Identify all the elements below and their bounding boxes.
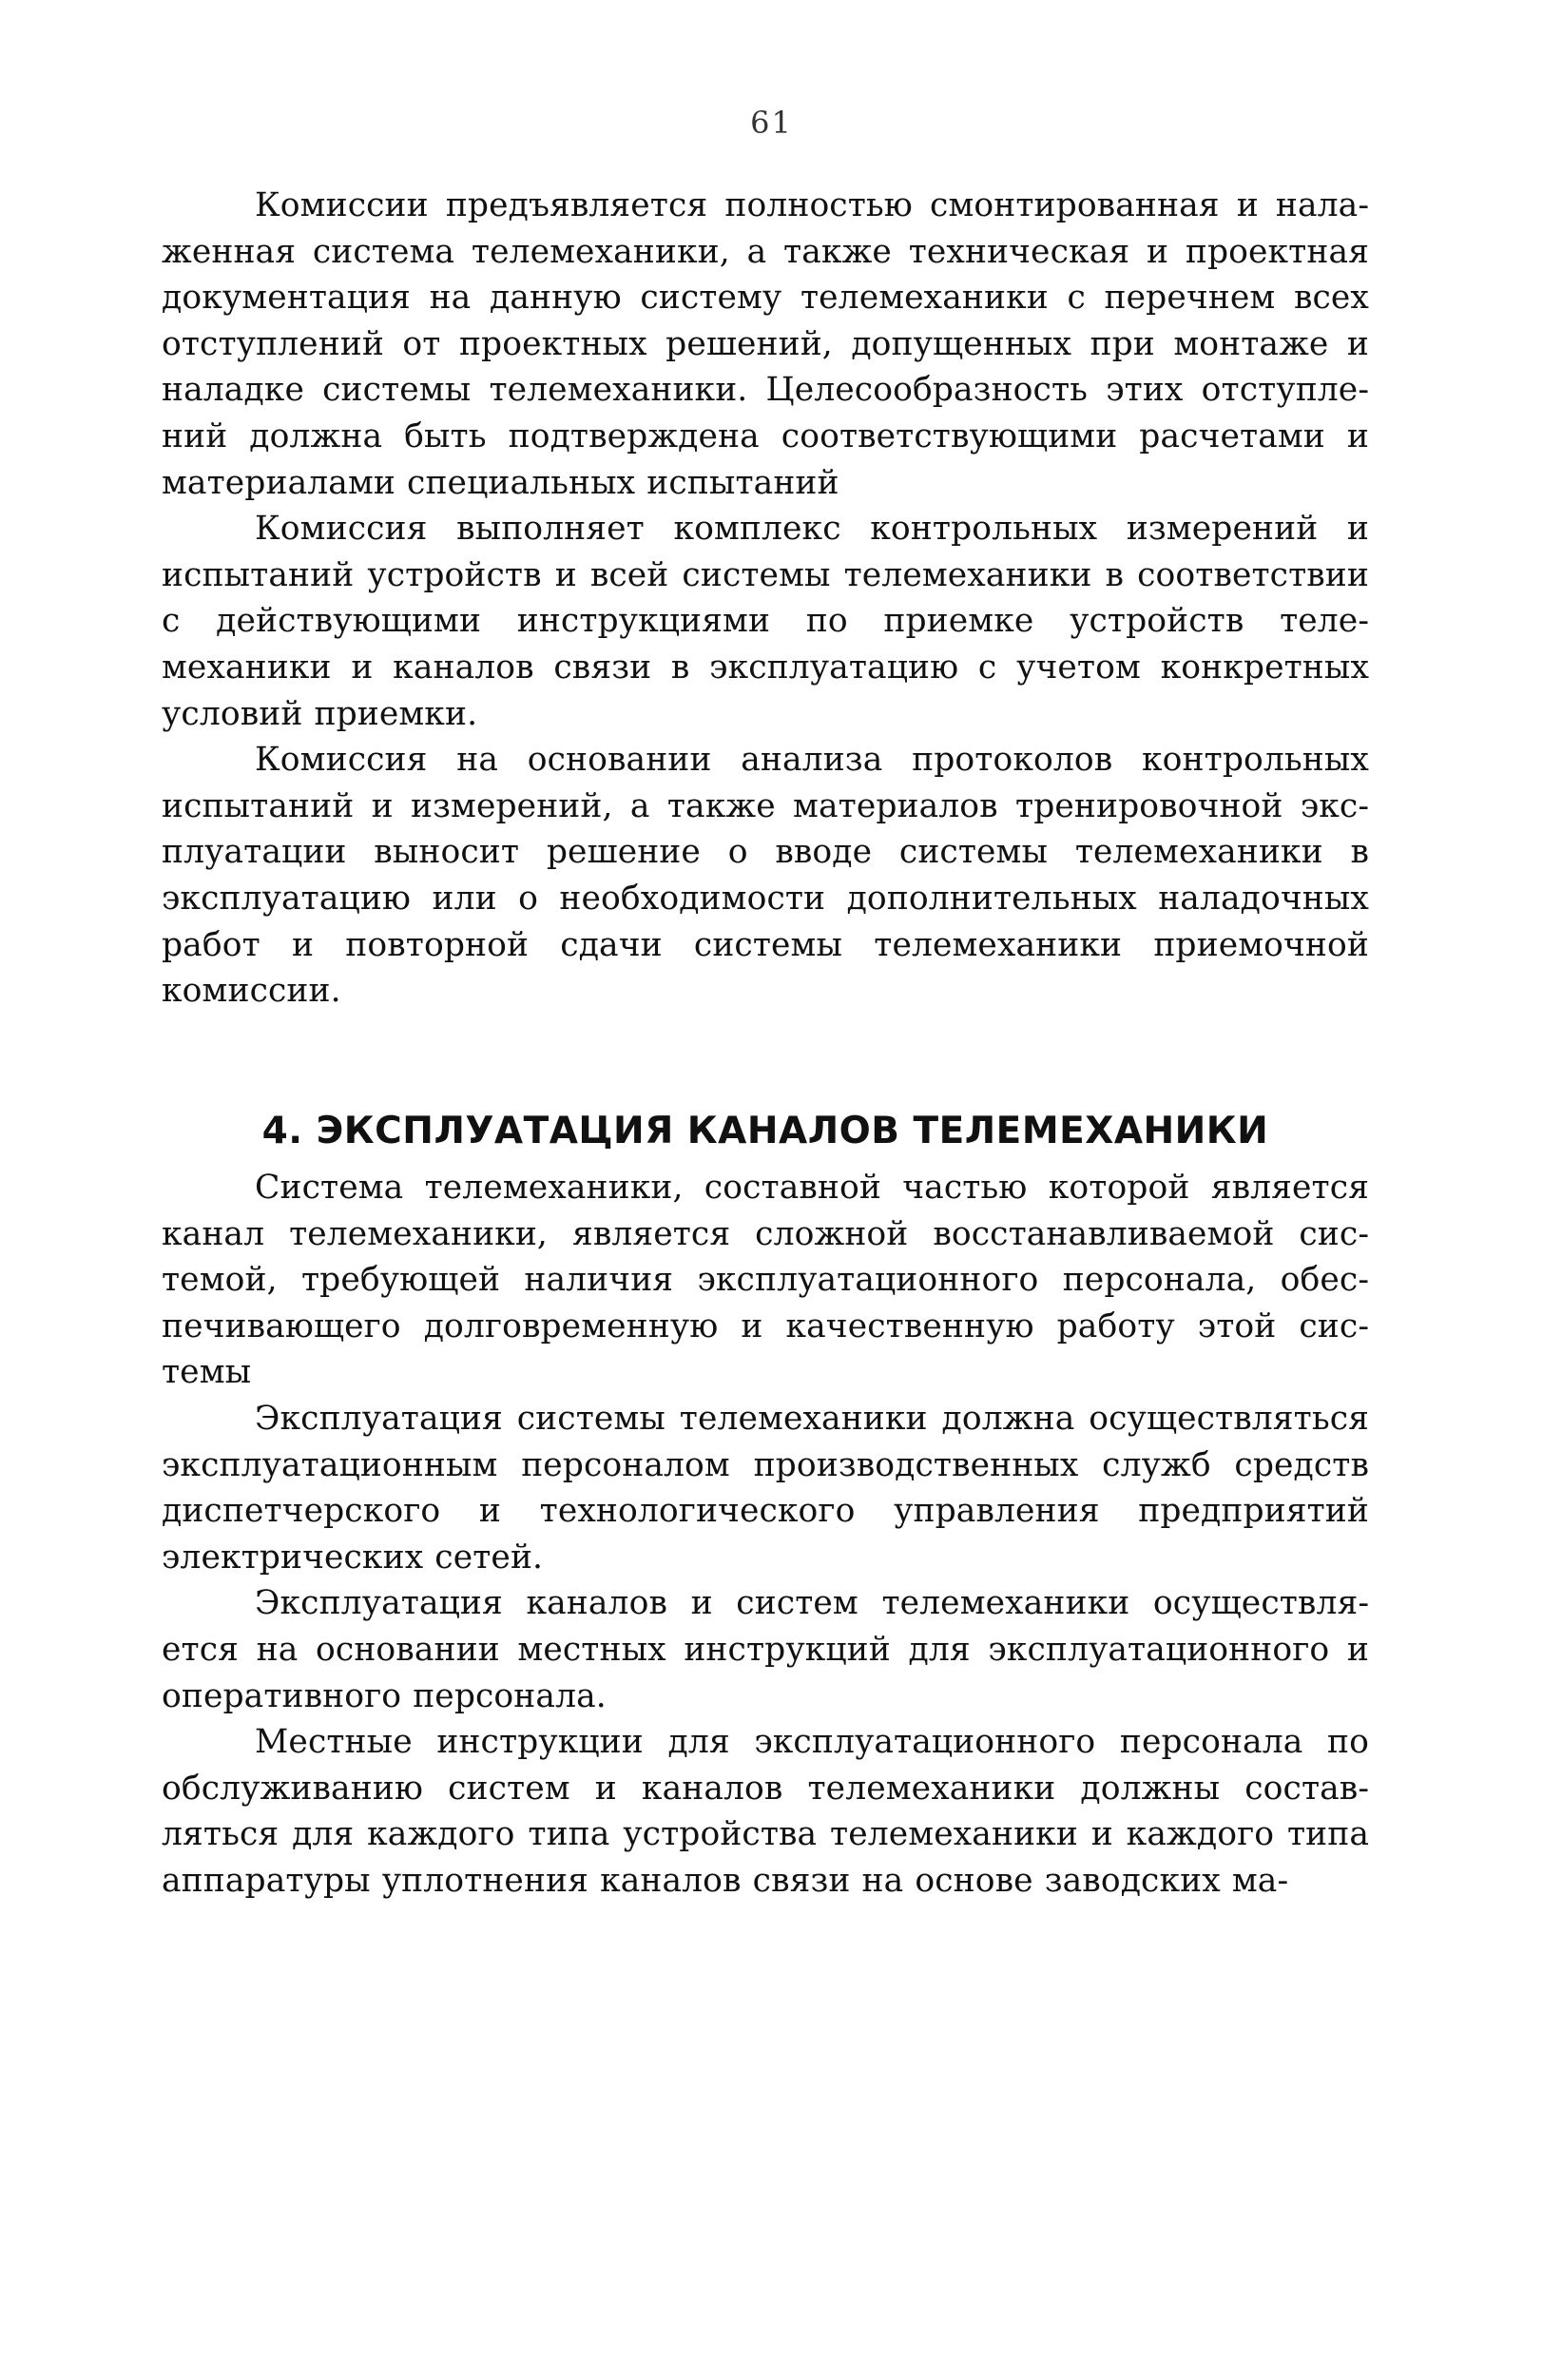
page-number: 61: [750, 105, 793, 141]
paragraph-commission-presentation: Комиссии предъявляется полностью смонтированная и налаженная система телемеханики, а также техническая и проектная документация на данную систему телемеханики с перечнем всех отступлений от проектных решений, допущенных при монтаже и наладке системы телемеханики. Целесообразность этих отступлений должна быть подтверждена соответствующими расчетами и материалами специальных испытаний: [162, 186, 1369, 502]
paragraph-operation-staff: Эксплуатация системы телемеханики должна осуществляться эксплуатационным персоналом производственных служб средств диспетчерского и технологического управления предприятий электрических сетей.: [162, 1399, 1369, 1577]
paragraph-local-instructions-content: Местные инструкции для эксплуатационного персонала по обслуживанию систем и каналов телемеханики должны составляться для каждого типа устройства телемеханики и каждого типа аппаратуры уплотнения каналов связи на основе заводских ма-: [162, 1723, 1369, 1900]
section-heading: 4. ЭКСПЛУАТАЦИЯ КАНАЛОВ ТЕЛЕМЕХАНИКИ: [261, 1110, 1269, 1152]
paragraph-commission-decision: Комиссия на основании анализа протоколов контрольных испытаний и измерений, а также материалов тренировочной эксплуатации выносит решение о вводе системы телемеханики в эксплуатацию или о необходимости дополнительных наладочных работ и повторной сдачи системы телемеханики приемочной комиссии.: [162, 741, 1369, 1011]
section-two-body: [162, 1165, 1369, 1905]
paragraph-local-instructions-basis: Эксплуатация каналов и систем телемеханики осуществляется на основании местных инструкций для эксплуатационного и оперативного персонала.: [162, 1584, 1369, 1715]
paragraph-commission-measurements: Комиссия выполняет комплекс контрольных измерений и испытаний устройств и всей системы телемеханики в соответствии с действующими инструкциями по приемке устройств телемеханики и каналов связи в эксплуатацию с учетом конкретных условий приемки.: [162, 510, 1369, 733]
paragraph-system-complexity: Система телемеханики, составной частью которой является канал телемеханики, является сложной восстанавливаемой системой, требующей наличия эксплуатационного персонала, обеспечивающего долговременную и качественную работу этой системы: [162, 1169, 1369, 1392]
section-one-body: [162, 183, 1369, 1015]
